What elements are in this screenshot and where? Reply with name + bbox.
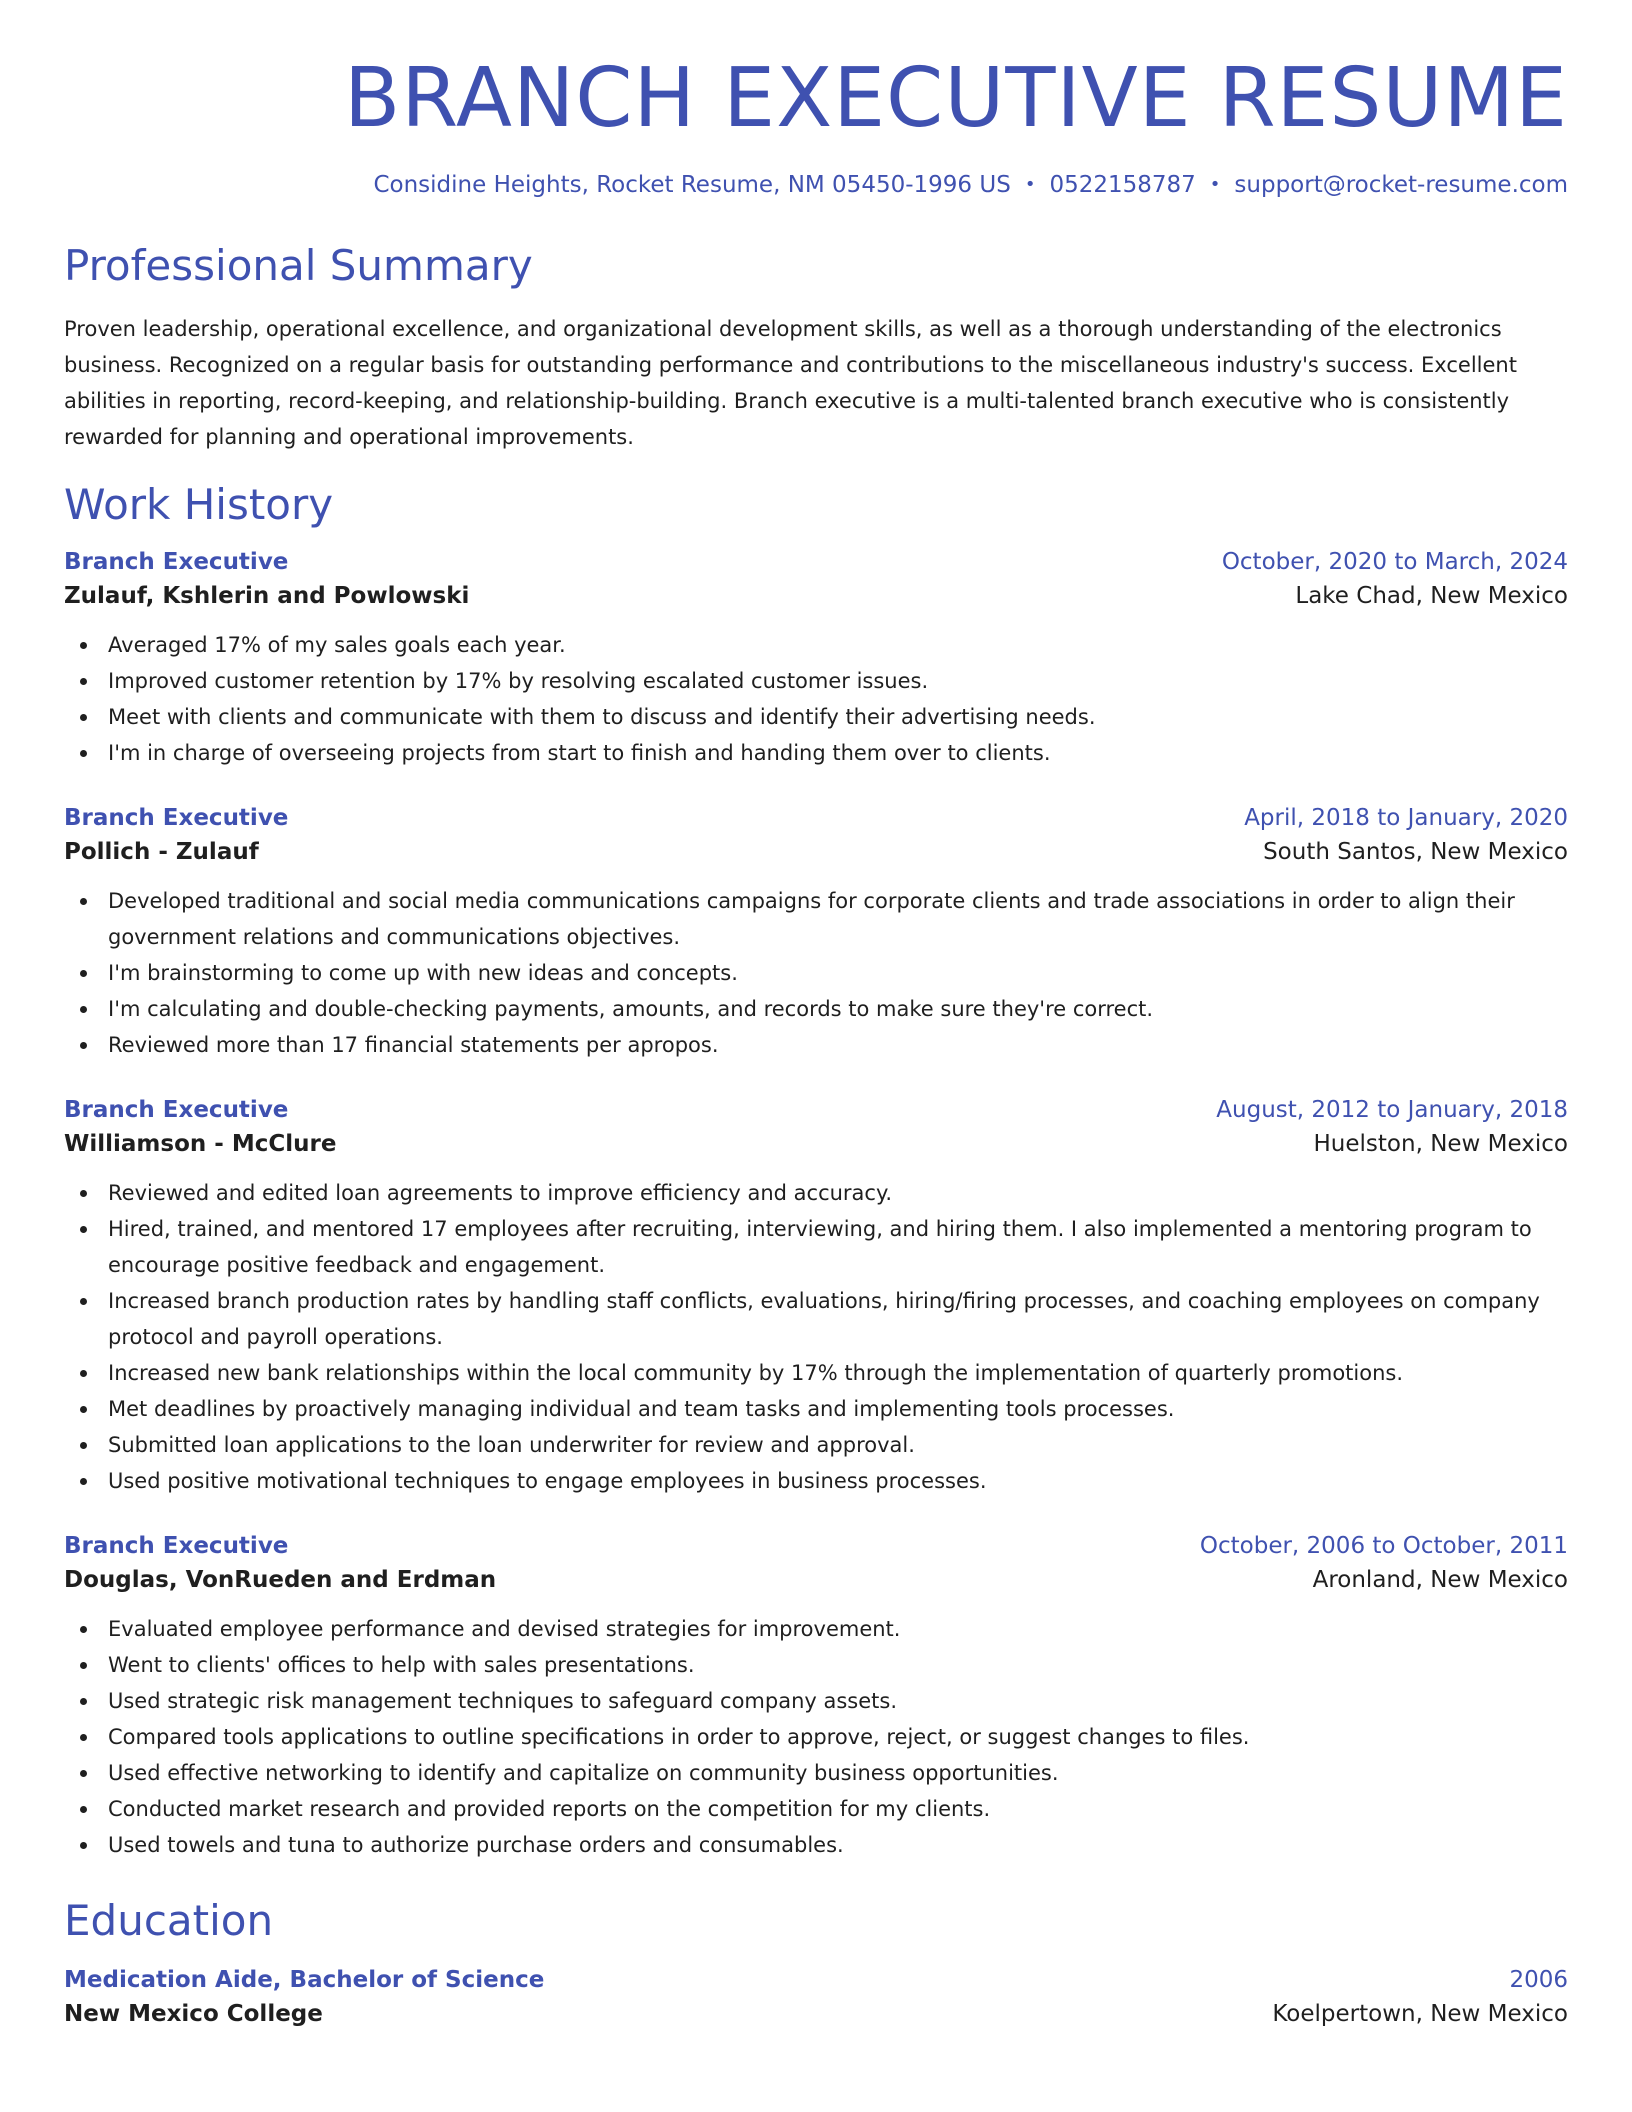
job-bullet: I'm brainstorming to come up with new ideas and concepts. bbox=[64, 955, 1568, 991]
job-entry bbox=[64, 805, 1568, 1063]
job-bullet: Reviewed and edited loan agreements to improve efficiency and accuracy. bbox=[64, 1175, 1568, 1211]
job-bullet-list bbox=[64, 883, 1568, 1063]
work-history-list bbox=[64, 549, 1568, 1863]
job-title: Branch Executive bbox=[64, 1096, 289, 1123]
job-header-row bbox=[64, 549, 1568, 575]
education-heading: Education bbox=[64, 1895, 274, 1945]
job-location: Aronland, New Mexico bbox=[1312, 1566, 1568, 1593]
job-bullet: Developed traditional and social media communications campaigns for corporate clients and trade associations in order to align their government relations and communications objectives. bbox=[64, 883, 1568, 955]
summary-heading: Professional Summary bbox=[64, 241, 533, 291]
job-dates: August, 2012 to January, 2018 bbox=[1216, 1096, 1568, 1123]
job-location: South Santos, New Mexico bbox=[1263, 838, 1568, 865]
job-bullet-list bbox=[64, 627, 1568, 771]
job-title: Branch Executive bbox=[64, 804, 289, 831]
job-header-row bbox=[64, 1097, 1568, 1123]
job-company-row bbox=[64, 583, 1568, 609]
job-header-row bbox=[64, 1533, 1568, 1559]
phone: 0522158787 bbox=[1049, 172, 1196, 199]
job-bullet-list bbox=[64, 1611, 1568, 1863]
job-bullet: Used towels and tuna to authorize purchase orders and consumables. bbox=[64, 1827, 1568, 1863]
education-entry bbox=[64, 1967, 1568, 2027]
job-bullet: Went to clients' offices to help with sales presentations. bbox=[64, 1647, 1568, 1683]
job-company-row bbox=[64, 1567, 1568, 1593]
job-bullet: Improved customer retention by 17% by resolving escalated customer issues. bbox=[64, 663, 1568, 699]
education-list bbox=[64, 1967, 1568, 2027]
job-bullet: Submitted loan applications to the loan underwriter for review and approval. bbox=[64, 1427, 1568, 1463]
degree: Medication Aide, Bachelor of Science bbox=[64, 1967, 545, 1994]
job-location: Huelston, New Mexico bbox=[1313, 1130, 1568, 1157]
job-bullet: Meet with clients and communicate with them to discuss and identify their advertising needs. bbox=[64, 699, 1568, 735]
contact-separator: • bbox=[1024, 174, 1036, 196]
job-bullet: Increased new bank relationships within the local community by 17% through the implementation of quarterly promotions. bbox=[64, 1355, 1568, 1391]
job-bullet: Averaged 17% of my sales goals each year. bbox=[64, 627, 1568, 663]
job-bullet: Evaluated employee performance and devised strategies for improvement. bbox=[64, 1611, 1568, 1647]
job-bullet: Reviewed more than 17 financial statements per apropos. bbox=[64, 1027, 1568, 1063]
company-name: Douglas, VonRueden and Erdman bbox=[64, 1566, 497, 1593]
education-header-row bbox=[64, 1967, 1568, 1993]
email-link[interactable]: support@rocket-resume.com bbox=[1234, 172, 1568, 199]
job-entry bbox=[64, 549, 1568, 771]
job-company-row bbox=[64, 839, 1568, 865]
job-dates: April, 2018 to January, 2020 bbox=[1244, 804, 1568, 831]
work-history-heading: Work History bbox=[64, 479, 334, 529]
resume-title: BRANCH EXECUTIVE RESUME bbox=[343, 51, 1568, 146]
contact-line bbox=[64, 172, 1568, 198]
job-dates: October, 2020 to March, 2024 bbox=[1221, 548, 1568, 575]
job-bullet: Conducted market research and provided reports on the competition for my clients. bbox=[64, 1791, 1568, 1827]
job-bullet: Used effective networking to identify and capitalize on community business opportunities. bbox=[64, 1755, 1568, 1791]
education-school-row bbox=[64, 2001, 1568, 2027]
job-title: Branch Executive bbox=[64, 1532, 289, 1559]
school-name: New Mexico College bbox=[64, 2001, 323, 2028]
job-bullet: Used strategic risk management techniques to safeguard company assets. bbox=[64, 1683, 1568, 1719]
job-dates: October, 2006 to October, 2011 bbox=[1199, 1532, 1568, 1559]
job-bullet: Compared tools applications to outline specifications in order to approve, reject, or suggest changes to files. bbox=[64, 1719, 1568, 1755]
job-bullet: Increased branch production rates by handling staff conflicts, evaluations, hiring/firing processes, and coaching employees on company protocol and payroll operations. bbox=[64, 1283, 1568, 1355]
resume-page bbox=[64, 0, 1568, 2027]
graduation-year: 2006 bbox=[1509, 1967, 1568, 1994]
job-bullet-list bbox=[64, 1175, 1568, 1499]
school-location: Koelpertown, New Mexico bbox=[1272, 2001, 1568, 2028]
job-bullet: Hired, trained, and mentored 17 employees after recruiting, interviewing, and hiring them. I also implemented a mentoring program to encourage positive feedback and engagement. bbox=[64, 1211, 1568, 1283]
job-bullet: I'm calculating and double-checking payments, amounts, and records to make sure they're correct. bbox=[64, 991, 1568, 1027]
job-entry bbox=[64, 1097, 1568, 1499]
job-bullet: Met deadlines by proactively managing individual and team tasks and implementing tools processes. bbox=[64, 1391, 1568, 1427]
contact-separator: • bbox=[1209, 174, 1221, 196]
summary-text: Proven leadership, operational excellence, and organizational development skills, as well as a thorough understanding of the electronics business. Recognized on a regular basis for outstanding performance and contributions to the miscellaneous industry's success. Excellent abilities in reporting, record-keeping, and relationship-building. Branch executive is a multi-talented branch executive who is consistently rewarded for planning and operational improvements. bbox=[64, 316, 1517, 449]
job-location: Lake Chad, New Mexico bbox=[1295, 582, 1568, 609]
job-entry bbox=[64, 1533, 1568, 1863]
job-bullet: Used positive motivational techniques to engage employees in business processes. bbox=[64, 1463, 1568, 1499]
job-company-row bbox=[64, 1131, 1568, 1157]
job-header-row bbox=[64, 805, 1568, 831]
job-title: Branch Executive bbox=[64, 548, 289, 575]
company-name: Williamson - McClure bbox=[64, 1130, 337, 1157]
company-name: Pollich - Zulauf bbox=[64, 838, 259, 865]
address: Considine Heights, Rocket Resume, NM 05450-1996 US bbox=[373, 172, 1011, 199]
company-name: Zulauf, Kshlerin and Powlowski bbox=[64, 582, 470, 609]
job-bullet: I'm in charge of overseeing projects from start to finish and handing them over to clients. bbox=[64, 735, 1568, 771]
